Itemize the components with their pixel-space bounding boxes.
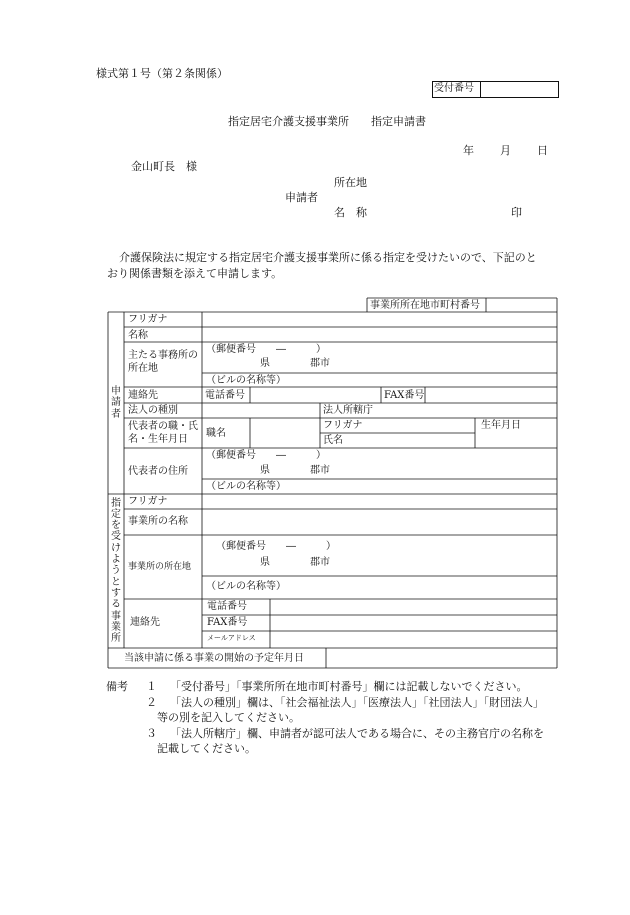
- facility-address-label: 事業所の所在地: [128, 562, 192, 572]
- facility-fax-field[interactable]: [271, 616, 556, 630]
- contact-label: 連絡先: [128, 390, 158, 401]
- rep-address-label: 代表者の住所: [128, 466, 188, 477]
- facility-building: （ビルの名称等）: [206, 581, 286, 592]
- main-office-label-line2: 所在地: [128, 363, 158, 374]
- main-office-prefecture: 県: [260, 358, 270, 369]
- intro-text-line1: 介護保険法に規定する指定居宅介護支援事業所に係る指定を受けたいので、下記のと: [119, 251, 537, 264]
- vertical-label-char: 指: [111, 497, 121, 509]
- vertical-label-char: け: [111, 542, 121, 554]
- facility-prefecture: 県: [260, 557, 270, 568]
- date-year-label: 年: [463, 144, 474, 157]
- vertical-label-char: 請: [111, 397, 121, 409]
- vertical-label-char: 受: [111, 531, 121, 543]
- main-office-building: （ビルの名称等）: [206, 375, 286, 386]
- name-label: 名称: [128, 330, 148, 341]
- facility-postal: （郵便番号 ― ）: [216, 541, 336, 552]
- note-3-number: ３: [146, 727, 157, 740]
- municipality-code-field[interactable]: [487, 299, 556, 311]
- note-2-number: ２: [146, 696, 157, 709]
- vertical-label-char: よ: [111, 554, 121, 566]
- vertical-label-char: う: [111, 565, 121, 577]
- seal-label: 印: [511, 206, 522, 219]
- applicant-group-label: [108, 312, 124, 494]
- position-label: 職名: [206, 428, 226, 439]
- rep-building: （ビルの名称等）: [206, 481, 286, 492]
- note-2-text: 「法人の種別」欄は、「社会福祉法人」「医療法人」「社団法人」「財団法人」: [170, 696, 544, 709]
- main-office-postal: （郵便番号 ― ）: [206, 344, 326, 355]
- facility-fax-label: FAX番号: [207, 617, 248, 628]
- vertical-label-char: と: [111, 576, 121, 588]
- facility-furigana-label: フリガナ: [128, 496, 168, 507]
- position-field[interactable]: [251, 419, 319, 447]
- furigana-field[interactable]: [203, 313, 556, 326]
- notes-label: 備考: [106, 680, 128, 693]
- corp-type-field[interactable]: [203, 404, 319, 417]
- applicant-name-label: 名 称: [334, 206, 367, 219]
- corp-authority-field[interactable]: [382, 404, 556, 417]
- rep-prefecture: 県: [260, 465, 270, 476]
- note-1-text: 「受付番号」「事業所所在地市町村番号」欄には記載しないでください。: [170, 680, 528, 693]
- corp-authority-label: 法人所轄庁: [323, 405, 373, 416]
- applicant-label: 申請者: [285, 191, 318, 204]
- note-3-continued: 記載してください。: [157, 742, 256, 755]
- start-date-field[interactable]: [327, 649, 556, 667]
- facility-group-label: [108, 494, 124, 648]
- note-2-continued: 等の別を記入してください。: [157, 711, 300, 724]
- rep-city: 郡市: [310, 465, 330, 476]
- receipt-label: 受付番号: [434, 83, 474, 94]
- start-date-label: 当該申請に係る事業の開始の予定年月日: [124, 653, 304, 664]
- note-3-text: 「法人所轄庁」欄、申請者が認可法人である場合に、その主務官庁の名称を: [170, 727, 544, 740]
- facility-phone-field[interactable]: [271, 600, 556, 614]
- main-office-city: 郡市: [310, 358, 330, 369]
- vertical-label-char: 者: [111, 408, 121, 420]
- fax-label: FAX番号: [384, 390, 425, 401]
- facility-furigana-field[interactable]: [203, 495, 556, 508]
- main-office-label-line1: 主たる事務所の: [128, 350, 198, 361]
- rep-name-label: 氏名: [323, 435, 343, 446]
- email-label: メールアドレス: [207, 634, 256, 642]
- vertical-label-char: す: [111, 587, 121, 599]
- facility-name-field[interactable]: [203, 510, 556, 534]
- phone-label: 電話番号: [205, 390, 245, 401]
- vertical-label-char: る: [111, 599, 121, 611]
- date-month-label: 月: [500, 144, 511, 157]
- birth-date-label: 生年月日: [481, 420, 521, 431]
- applicant-address-label: 所在地: [334, 176, 367, 189]
- facility-phone-label: 電話番号: [207, 601, 247, 612]
- furigana-label: フリガナ: [128, 314, 168, 325]
- vertical-label-char: 事: [111, 610, 121, 622]
- vertical-label-char: 申: [111, 386, 121, 398]
- corp-type-label: 法人の種別: [128, 405, 178, 416]
- vertical-label-char: 所: [111, 633, 121, 645]
- vertical-label-char: 業: [111, 621, 121, 633]
- rep-furigana-label: フリガナ: [323, 420, 363, 431]
- facility-name-label: 事業所の名称: [128, 516, 188, 527]
- vertical-label-char: を: [111, 520, 121, 532]
- municipality-code-label: 事業所所在地市町村番号: [370, 300, 480, 311]
- form-number: 様式第１号（第２条関係）: [96, 67, 228, 80]
- intro-text-line2: おり関係書類を添えて申請します。: [107, 267, 283, 280]
- name-field[interactable]: [203, 328, 556, 341]
- facility-contact-label: 連絡先: [130, 617, 160, 628]
- facility-city: 郡市: [310, 557, 330, 568]
- page-title: 指定居宅介護支援事業所 指定申請書: [228, 115, 426, 128]
- vertical-label-char: 定: [111, 508, 121, 520]
- fax-field[interactable]: [426, 388, 556, 402]
- email-field[interactable]: [271, 632, 556, 647]
- addressee: 金山町長 様: [131, 160, 197, 173]
- rep-postal: （郵便番号 ― ）: [206, 450, 326, 461]
- note-1-number: １: [146, 680, 157, 693]
- representative-label-line1: 代表者の職・氏: [128, 421, 198, 432]
- date-day-label: 日: [537, 144, 548, 157]
- representative-label-line2: 名・生年月日: [128, 434, 188, 445]
- phone-field[interactable]: [251, 388, 380, 402]
